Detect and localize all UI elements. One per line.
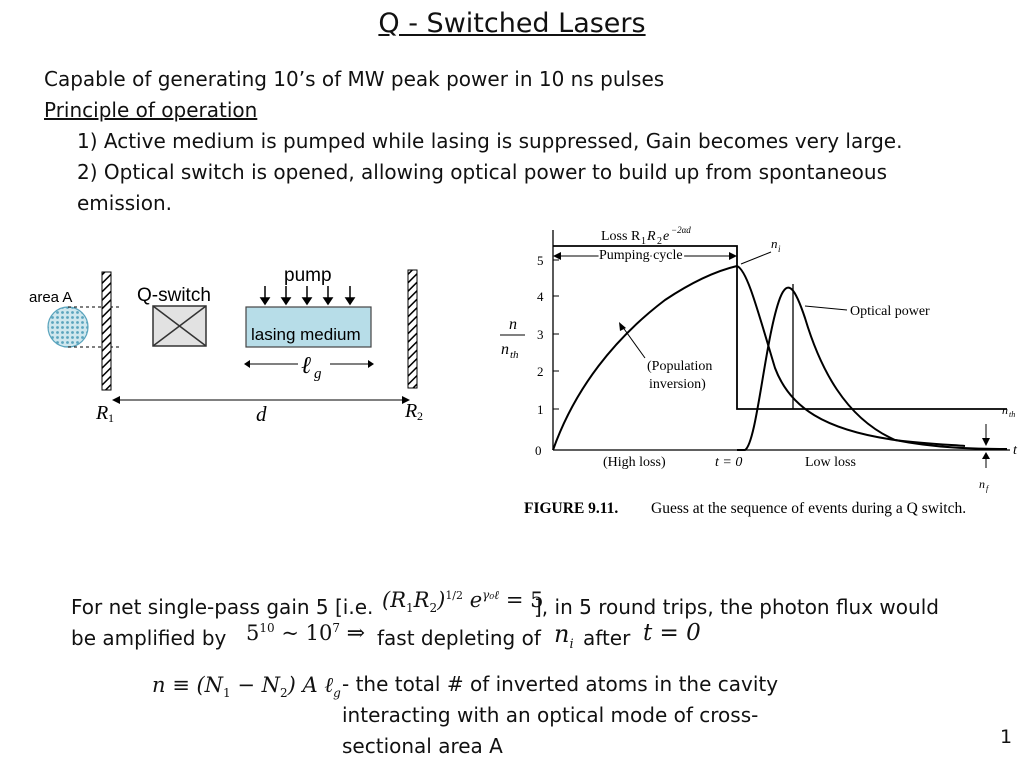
- definition-line-3: sectional area A: [342, 734, 503, 758]
- gain-length-subscript: g: [314, 366, 322, 382]
- y-tick-3: 3: [537, 327, 544, 342]
- slide-title: Q - Switched Lasers: [378, 8, 646, 39]
- loss-label: Loss R: [601, 229, 641, 244]
- beam-cross-section: [48, 307, 88, 347]
- area-label: area A: [29, 289, 73, 306]
- def-rest: ) A ℓ: [287, 673, 334, 697]
- gain-eq-r: R: [413, 588, 430, 612]
- nf-label-sub: f: [986, 484, 989, 493]
- after-text: after: [583, 626, 631, 650]
- r1-subscript: 1: [108, 411, 114, 425]
- amplified-text: be amplified by: [71, 626, 227, 650]
- depleting-text: fast depleting of: [377, 626, 541, 650]
- ni-n: n: [554, 620, 570, 648]
- nf-label: n: [979, 477, 985, 491]
- definition-equation: [152, 673, 341, 700]
- mirror-r1: [102, 272, 111, 390]
- figure-caption-text: Guess at the sequence of events during a Q switch.: [651, 500, 967, 517]
- y-tick-2: 2: [537, 364, 544, 379]
- y-tick-4: 4: [537, 289, 544, 304]
- ni-label: n: [771, 236, 778, 251]
- ni-sub: i: [778, 244, 781, 254]
- q-switch-label: Q-switch: [137, 285, 211, 306]
- nth-label: n: [1002, 403, 1008, 417]
- gain-sentence-start: For net single-pass gain 5 [i.e.: [71, 595, 374, 619]
- population-inversion-curve: [553, 266, 965, 450]
- ni-symbol: [554, 620, 574, 652]
- distance-label: d: [256, 402, 267, 426]
- population-label-2: inversion): [649, 377, 706, 392]
- def-sub2: 2: [280, 686, 288, 701]
- principle-heading: Principle of operation: [44, 98, 258, 122]
- gain-eq-equals: = 5: [505, 588, 544, 612]
- loss-r2: R: [647, 229, 656, 244]
- t-zero: t = 0: [643, 620, 701, 646]
- implies-arrow: ⇒: [346, 621, 366, 646]
- mirror-r2: [408, 270, 417, 388]
- gain-eq-open: (R: [382, 588, 407, 612]
- loss-exponent: −2αd: [671, 225, 691, 235]
- gain-eq-sub1: 1: [406, 601, 414, 616]
- figure-caption-number: FIGURE 9.11.: [524, 500, 619, 517]
- gain-eq-half: 1/2: [445, 589, 464, 602]
- q-switch-sequence-figure: [495, 218, 1024, 528]
- t-axis-label: t: [1013, 443, 1017, 458]
- step-2-continued: emission.: [77, 191, 173, 215]
- gain-eq-exp: γ₀ℓ: [482, 588, 500, 602]
- laser-cavity-diagram: [0, 240, 470, 440]
- definition-line-2: interacting with an optical mode of cross-: [342, 703, 759, 727]
- def-mid: − N: [230, 673, 281, 697]
- amp-exp1: 10: [259, 621, 275, 635]
- y-label-nth-sub: th: [510, 349, 519, 361]
- step-2: 2) Optical switch is opened, allowing optical power to build up from spontaneous: [77, 160, 888, 184]
- gain-length-label: ℓ: [301, 353, 311, 379]
- pump-label: pump: [284, 265, 332, 286]
- y-tick-1: 1: [537, 402, 544, 417]
- page-number: 1: [1000, 726, 1013, 748]
- r2-label: R: [405, 400, 418, 422]
- y-tick-0: 0: [535, 443, 542, 458]
- y-label-n: n: [509, 316, 517, 333]
- pumping-cycle-label: Pumping cycle: [599, 248, 683, 263]
- gain-eq-close: ): [437, 588, 446, 612]
- low-loss-label: Low loss: [805, 455, 856, 470]
- r2-subscript: 2: [417, 409, 423, 423]
- amplification-equation: [246, 621, 365, 646]
- r1-label: R: [96, 402, 109, 424]
- def-sub1: 1: [223, 686, 231, 701]
- gain-sentence-end: ], in 5 round trips, the photon flux would: [534, 595, 939, 619]
- gain-eq-sub2: 2: [429, 601, 438, 616]
- loss-sub-1: 1: [641, 236, 646, 247]
- population-label-1: (Population: [647, 359, 713, 374]
- amp-exp2: 7: [332, 621, 340, 635]
- amp-base: 5: [246, 621, 260, 645]
- ni-i: i: [569, 636, 574, 652]
- pump-arrows: [261, 286, 354, 304]
- definition-line-1: - the total # of inverted atoms in the cavity: [342, 672, 779, 696]
- optical-power-label: Optical power: [850, 304, 930, 319]
- y-label-nth: n: [501, 341, 509, 358]
- intro-line: Capable of generating 10’s of MW peak power in 10 ns pulses: [44, 67, 665, 91]
- t0-label: t = 0: [715, 455, 743, 470]
- def-n: n ≡ (N: [152, 673, 224, 697]
- amp-tilde: ~ 10: [281, 621, 333, 645]
- lasing-medium-label: lasing medium: [251, 325, 361, 344]
- step-1: 1) Active medium is pumped while lasing is suppressed, Gain becomes very large.: [77, 129, 903, 153]
- high-loss-label: (High loss): [603, 455, 666, 470]
- gain-eq-e: e: [469, 588, 483, 612]
- loss-sub-2: 2: [657, 236, 662, 247]
- def-sub-g: g: [333, 686, 341, 701]
- gain-equation: [382, 588, 543, 615]
- nth-label-sub: th: [1009, 410, 1016, 419]
- loss-exp-base: e: [663, 229, 670, 244]
- y-tick-5: 5: [537, 253, 544, 268]
